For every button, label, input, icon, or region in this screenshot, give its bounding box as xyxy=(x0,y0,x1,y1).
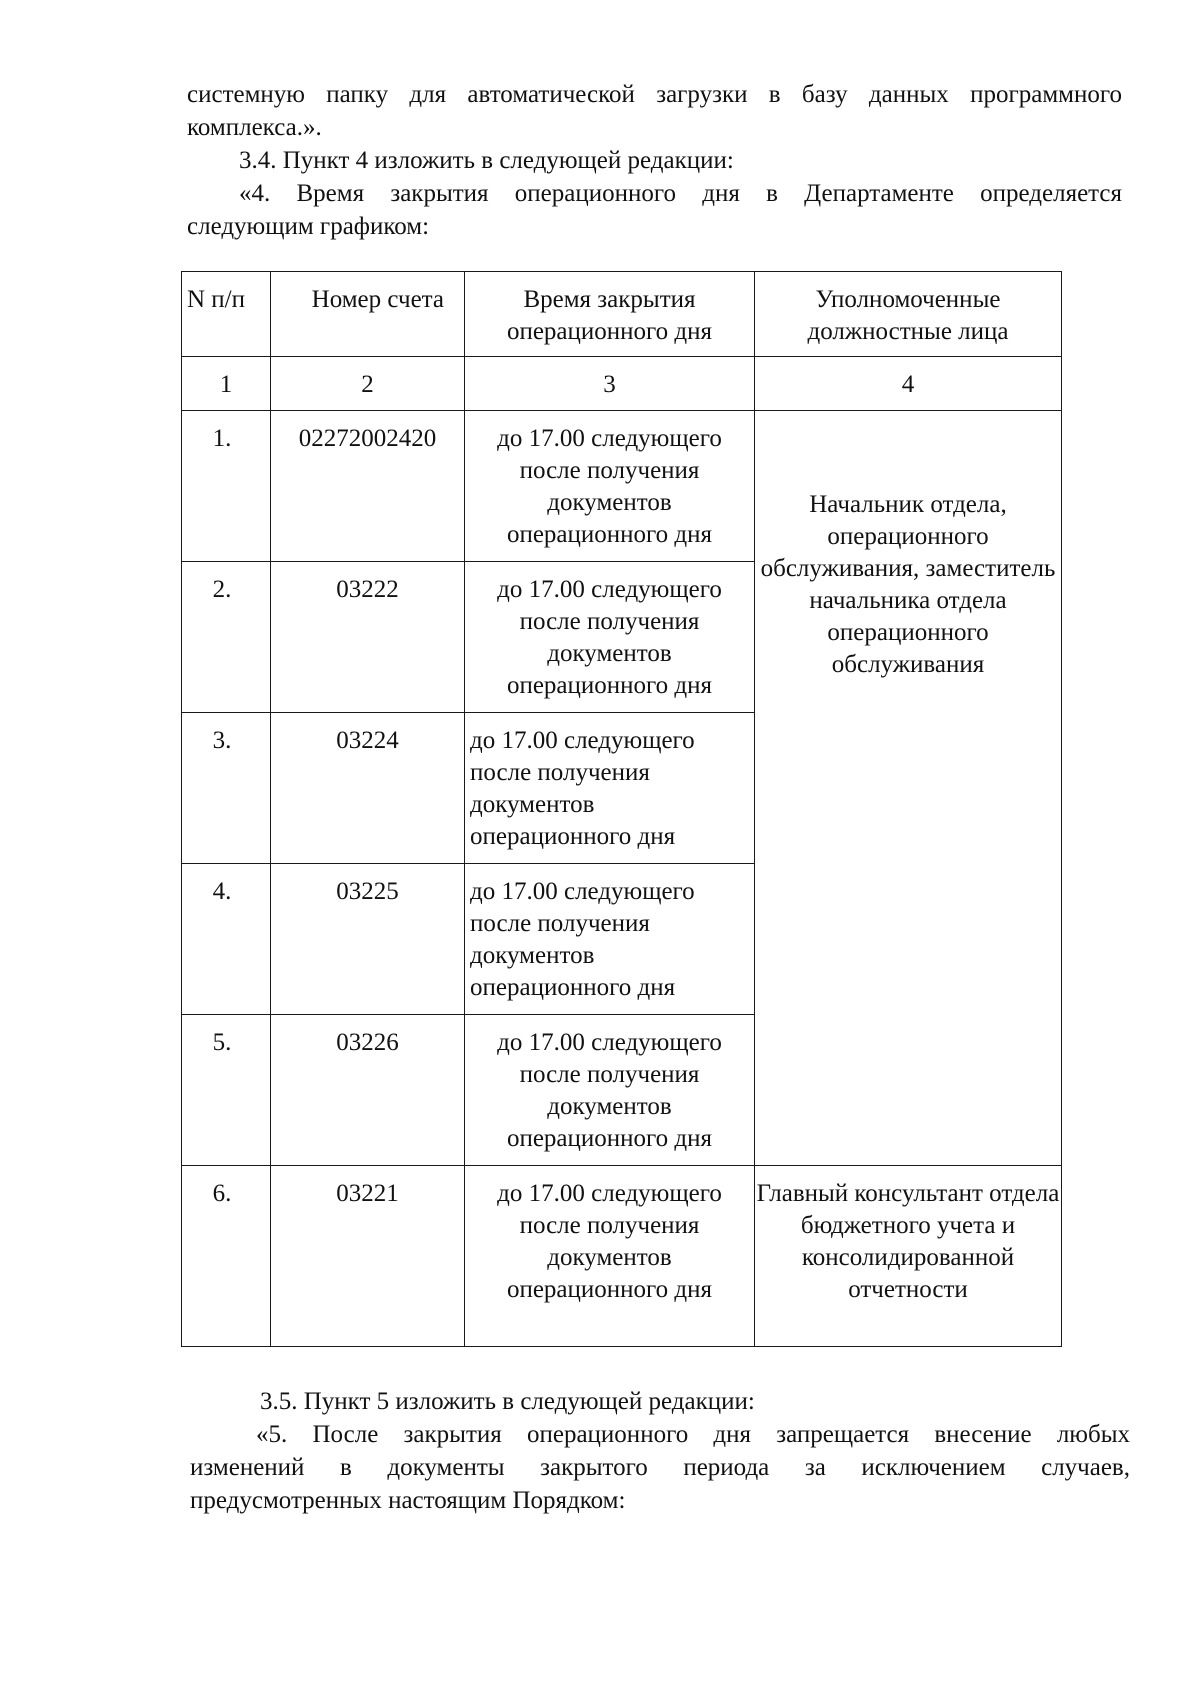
row-number-cell xyxy=(182,1015,271,1166)
row-number-cell xyxy=(182,1166,271,1347)
closing-time: до 17.00 следующего после получения документов операционного дня xyxy=(497,425,722,548)
account-number: 03224 xyxy=(336,727,399,754)
header-officials-label: Уполномоченные должностные лица xyxy=(807,286,1009,345)
item-5-quote-line-1: «5. После закрытия операционного дня запрещается внесение любых xyxy=(256,1421,1130,1448)
header-cell-n xyxy=(182,272,271,357)
column-number: 3 xyxy=(603,371,616,398)
column-number: 4 xyxy=(901,371,915,398)
time-cell xyxy=(465,864,755,1015)
time-cell xyxy=(465,1166,755,1347)
header-n-label: N п/п xyxy=(187,286,246,313)
officials-merged-cell xyxy=(755,411,1062,1166)
account-cell xyxy=(271,713,465,864)
table-header-row xyxy=(182,272,1062,357)
row-number-cell xyxy=(182,713,271,864)
schedule-table xyxy=(181,271,1062,1347)
account-number: 03226 xyxy=(336,1029,399,1056)
account-cell xyxy=(271,1166,465,1347)
account-cell xyxy=(271,562,465,713)
closing-time: до 17.00 следующего после получения документов операционного дня xyxy=(470,878,695,1001)
closing-time: до 17.00 следующего после получения документов операционного дня xyxy=(497,1180,722,1303)
table-row xyxy=(182,1166,1062,1347)
time-cell xyxy=(465,713,755,864)
column-number-cell xyxy=(465,357,755,411)
header-cell-time xyxy=(465,272,755,357)
closing-time: до 17.00 следующего после получения документов операционного дня xyxy=(497,1029,722,1152)
intro-paragraph xyxy=(187,78,1122,144)
officials-text: Главный консультант отдела бюджетного учета и консолидированной отчетности xyxy=(756,1180,1060,1303)
item-3-5: 3.5. Пункт 5 изложить в следующей редакции: xyxy=(260,1388,755,1415)
column-number: 2 xyxy=(361,371,374,398)
account-cell xyxy=(271,864,465,1015)
item-5-quote-line-3: предусмотренных настоящим Порядком: xyxy=(190,1487,626,1514)
account-number: 03221 xyxy=(336,1180,399,1207)
officials-text: Начальник отдела, операционного обслуживания, заместитель начальника отдела операционного обслуживания xyxy=(760,491,1056,678)
closing-time: до 17.00 следующего после получения документов операционного дня xyxy=(470,727,695,850)
header-time-label: Время закрытия операционного дня xyxy=(506,286,713,345)
row-number: 3. xyxy=(212,727,232,754)
time-cell xyxy=(465,411,755,562)
item-5-quote xyxy=(190,1418,1130,1517)
row-number-cell xyxy=(182,411,271,562)
intro-line-1: системную папку для автоматической загрузки в базу данных программного xyxy=(187,81,1122,108)
item-4-quote-line-1: «4. Время закрытия операционного дня в Департаменте определяется xyxy=(239,180,1122,207)
header-cell-officials xyxy=(755,272,1062,357)
time-cell xyxy=(465,562,755,713)
row-number: 1. xyxy=(212,425,232,452)
table-row xyxy=(182,411,1062,562)
time-cell xyxy=(465,1015,755,1166)
account-cell xyxy=(271,411,465,562)
item-4-quote xyxy=(239,177,1122,210)
intro-line-2: комплекса.». xyxy=(187,114,322,141)
column-number: 1 xyxy=(219,371,233,398)
closing-time: до 17.00 следующего после получения документов операционного дня xyxy=(497,576,722,699)
row-number: 2. xyxy=(212,576,232,603)
item-5-quote-line-2: изменений в документы закрытого периода за исключением случаев, xyxy=(190,1454,1130,1481)
account-cell xyxy=(271,1015,465,1166)
column-number-cell xyxy=(755,357,1062,411)
row-number: 6. xyxy=(212,1180,232,1207)
row-number-cell xyxy=(182,864,271,1015)
account-number: 03222 xyxy=(336,576,399,603)
row-number: 4. xyxy=(212,878,232,905)
column-number-row xyxy=(182,357,1062,411)
item-3-4: 3.4. Пункт 4 изложить в следующей редакции: xyxy=(239,147,734,174)
officials-cell xyxy=(755,1166,1062,1347)
row-number-cell xyxy=(182,562,271,713)
account-number: 02272002420 xyxy=(298,425,437,452)
row-number: 5. xyxy=(212,1029,232,1056)
header-account-label: Номер счета xyxy=(311,286,444,313)
item-4-quote-line-2: следующим графиком: xyxy=(187,213,430,240)
header-cell-account xyxy=(271,272,465,357)
account-number: 03225 xyxy=(336,878,399,905)
column-number-cell xyxy=(271,357,465,411)
column-number-cell xyxy=(182,357,271,411)
